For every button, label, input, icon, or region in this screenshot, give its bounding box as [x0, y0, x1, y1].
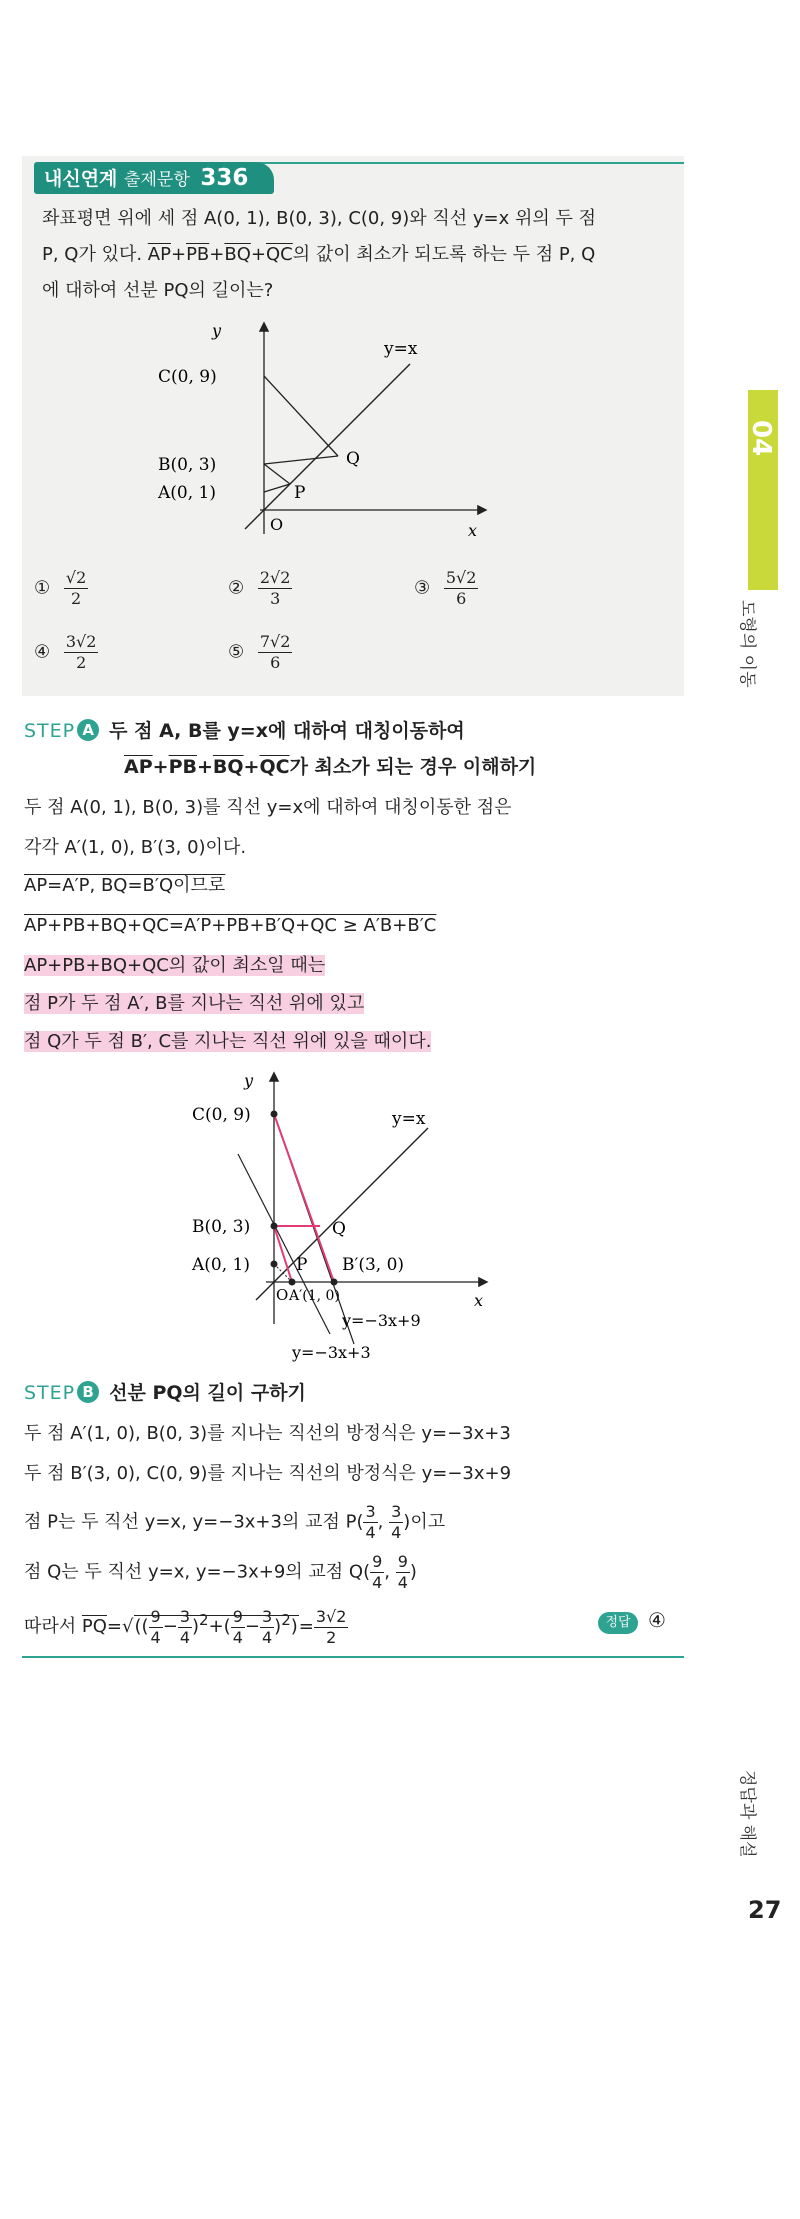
step-b-label: STEP [24, 1382, 76, 1404]
seg-bq: $\overline{BQ}$ [224, 244, 251, 265]
step-b-line-5: 따라서 $\overline{PQ}=√$(( $\frac{9}{4}$ − $\frac{3}{4}$ )$^2$+( $\frac{9}{4}$ − $\frac{3}{4}$ )$^2$)= $\frac{3√2}{2}$ [24, 1606, 347, 1647]
step-a-line-1: 두 점 A(0, 1), B(0, 3)를 직선 y=x에 대하여 대칭이동한 점은 [24, 797, 512, 818]
term-c-num: 9 [232, 1606, 243, 1626]
choice-5-top: 7√2 [259, 632, 291, 651]
q-y-num: 9 [397, 1552, 408, 1571]
term-b-num: 3 [179, 1606, 191, 1626]
term-b-den: 4 [179, 1627, 191, 1647]
p-y-den: 4 [391, 1523, 402, 1542]
step-b-icon: B [77, 1381, 99, 1403]
fig-x-label: x [468, 521, 478, 540]
choice-2-bottom: 3 [270, 589, 281, 608]
step-a-seg-ap: $\overline{AP}$ [124, 756, 153, 778]
choice-4-top: 3√2 [65, 632, 97, 651]
q-y-den: 4 [397, 1573, 408, 1592]
side-section: 정답과 해설 [737, 1770, 757, 1858]
fig-y-label: y [212, 321, 222, 340]
step-a-title-tail: 가 최소가 되는 경우 이해하기 [289, 756, 537, 778]
solution-figure [192, 1064, 516, 1364]
step-b-title [24, 1378, 306, 1405]
choice-1-top: √2 [65, 568, 87, 587]
sol-point-q: Q [332, 1219, 346, 1239]
sol-y-label: y [244, 1071, 254, 1090]
bottom-rule [22, 1656, 684, 1658]
answer-badge: 정답 [598, 1612, 638, 1634]
step-a-title [24, 716, 465, 743]
tab-number: 336 [200, 165, 249, 191]
choice-4[interactable] [34, 632, 98, 673]
page-number: 27 [748, 1896, 782, 1924]
answer-value: ④ [648, 1608, 666, 1632]
sol-dot-a [271, 1261, 278, 1268]
tab-prefix: 내신연계 [44, 168, 118, 190]
fig-point-b: B(0, 3) [158, 455, 217, 475]
result-num: 3√2 [315, 1606, 347, 1626]
step-a-line-2: 각각 A′(1, 0), B′(3, 0)이다. [24, 837, 247, 858]
step-b-line-1: 두 점 A′(1, 0), B(0, 3)를 지나는 직선의 방정식은 y=−3x+3 [24, 1423, 511, 1444]
sol-x-label: x [474, 1291, 484, 1310]
step-a-title-1: 두 점 A, B를 y=x에 대하여 대칭이동하여 [109, 720, 465, 742]
seg-ap: $\overline{AP}$ [147, 244, 171, 265]
sol-point-b: B(0, 3) [192, 1217, 251, 1237]
step-a-seg-qc: $\overline{QC}$ [259, 756, 290, 778]
term-c-den: 4 [232, 1627, 243, 1647]
fig-point-c: C(0, 9) [158, 367, 217, 387]
step-b-line-4-text: 점 Q는 두 직선 y=x, y=−3x+9의 교점 Q [24, 1561, 364, 1583]
sol-line2-label: y=−3x+3 [292, 1343, 371, 1362]
sol-dot-a-prime [289, 1279, 296, 1286]
q-x-den: 4 [372, 1573, 383, 1592]
sol-point-a-prime: A′(1, 0) [289, 1288, 340, 1304]
problem-line-2-start: P, Q가 있다. [42, 244, 148, 265]
step-a-highlight-3-text: 점 Q가 두 점 B′, C를 지나는 직선 위에 있을 때이다. [24, 1031, 432, 1052]
problem-line-2: P, Q가 있다. $\overline{AP}+\overline{PB}+\overline{BQ}+\overline{QC}$의 값이 최소가 되도록 하는 두 점 P, Q [42, 244, 596, 265]
step-b-line-2: 두 점 B′(3, 0), C(0, 9)를 지나는 직선의 방정식은 y=−3x+9 [24, 1463, 512, 1484]
choice-1-bottom: 2 [70, 589, 82, 608]
choice-2-top: 2√2 [259, 568, 291, 587]
step-a-line-4: AP+PB+BQ+QC=A′P+PB+B′Q+QC ≥ A′B+B′C [24, 915, 437, 936]
choice-5-bottom: 6 [270, 653, 281, 672]
step-a-highlight-1-text: AP+PB+BQ+QC의 값이 최소일 때는 [24, 955, 326, 976]
choice-1-num: ① [34, 577, 51, 599]
choice-4-num: ④ [34, 641, 51, 663]
sol-point-a: A(0, 1) [192, 1255, 250, 1275]
step-b-line-3-text: 점 P는 두 직선 y=x, y=−3x+3의 교점 P [24, 1511, 357, 1533]
sol-point-b-prime: B′(3, 0) [342, 1255, 405, 1275]
sol-line-label: y=x [392, 1109, 426, 1129]
choice-3-top: 5√2 [445, 568, 477, 587]
step-b-line-3: 점 P는 두 직선 y=x, y=−3x+3의 교점 P( $\frac{3}{4}$ , $\frac{3}{4}$ )이고 [24, 1502, 446, 1542]
segment-cq [264, 376, 338, 456]
result-den: 2 [326, 1627, 337, 1647]
p-y-num: 3 [391, 1502, 402, 1521]
term-a-num: 9 [150, 1606, 161, 1626]
tab-label: 출제문항 [124, 170, 190, 190]
step-b-seg-pq: $\overline{PQ}$ [81, 1616, 107, 1637]
step-a-title-2: $\overline{AP}+\overline{PB}+\overline{BQ}+\overline{QC}$가 최소가 되는 경우 이해하기 [124, 756, 537, 778]
term-a-den: 4 [150, 1627, 161, 1647]
square-1: 2 [199, 1611, 209, 1629]
problem-line-3: 에 대하여 선분 PQ의 길이는? [42, 280, 274, 301]
sol-origin: O [276, 1286, 289, 1304]
sol-dot-c [271, 1111, 278, 1118]
fig-point-a: A(0, 1) [158, 483, 216, 503]
p-x-den: 4 [365, 1523, 376, 1542]
sol-dot-b [271, 1223, 278, 1230]
choice-3-bottom: 6 [456, 589, 467, 608]
sol-point-p: P [296, 1255, 308, 1275]
chapter-tab[interactable] [748, 390, 778, 590]
step-a-seg-pb: $\overline{PB}$ [168, 756, 197, 778]
choice-5[interactable] [228, 632, 292, 673]
line-y-eq-x [245, 364, 410, 529]
choice-4-bottom: 2 [76, 653, 87, 672]
step-b-eq-2: = [298, 1616, 314, 1637]
term-d-den: 4 [261, 1627, 273, 1647]
chapter-number: 04 [746, 420, 776, 457]
step-a-highlight-1 [24, 950, 325, 982]
problem-figure [158, 314, 500, 554]
choice-3-num: ③ [414, 577, 431, 599]
fig-point-q: Q [346, 449, 360, 469]
sol-point-c: C(0, 9) [192, 1105, 251, 1125]
choice-1[interactable] [34, 568, 88, 609]
q-x-num: 9 [372, 1552, 383, 1571]
sol-line1-label: y=−3x+9 [342, 1311, 421, 1330]
segment-bp [264, 464, 290, 484]
problem-line-2-end: 의 값이 최소가 되도록 하는 두 점 P, Q [292, 244, 596, 265]
seg-qc: $\overline{QC}$ [265, 244, 293, 265]
segment-bq [264, 456, 338, 464]
choice-3[interactable] [414, 568, 478, 609]
step-b-line-5-text: 따라서 [24, 1616, 82, 1637]
side-topic: 도형의 이동 [737, 600, 757, 688]
step-a-line-3: AP=A′P, BQ=B′Q이므로 [24, 875, 226, 896]
step-b-eq-1: = [106, 1616, 123, 1637]
choice-2-num: ② [228, 577, 245, 599]
square-2: 2 [281, 1611, 291, 1629]
fig-origin: O [270, 515, 284, 534]
problem-line-1: 좌표평면 위에 세 점 A(0, 1), B(0, 3), C(0, 9)와 직선 y=x 위의 두 점 [42, 208, 596, 229]
term-d-num: 3 [261, 1606, 273, 1626]
choice-5-num: ⑤ [228, 641, 245, 663]
step-a-highlight-3 [24, 1026, 431, 1058]
step-a-seg-bq: $\overline{BQ}$ [212, 756, 244, 778]
step-a-highlight-2 [24, 988, 364, 1020]
fig-point-p: P [294, 483, 306, 503]
step-a-icon: A [77, 719, 99, 741]
step-b-line-3-tail: 이고 [410, 1511, 446, 1533]
step-a-highlight-2-text: 점 P가 두 점 A′, B를 지나는 직선 위에 있고 [24, 993, 365, 1014]
choice-2[interactable] [228, 568, 292, 609]
sol-dot-b-prime [331, 1279, 338, 1286]
problem-header-tab [34, 162, 274, 194]
step-b-title-text: 선분 PQ의 길이 구하기 [109, 1382, 306, 1404]
seg-pb: $\overline{PB}$ [186, 244, 210, 265]
sol-line-minus3x-plus3 [238, 1154, 330, 1334]
step-a-label: STEP [24, 720, 76, 742]
step-b-line-4: 점 Q는 두 직선 y=x, y=−3x+9의 교점 Q( $\frac{9}{4}$ , $\frac{9}{4}$ ) [24, 1552, 417, 1592]
p-x-num: 3 [365, 1502, 376, 1521]
fig-line-label: y=x [384, 339, 418, 359]
